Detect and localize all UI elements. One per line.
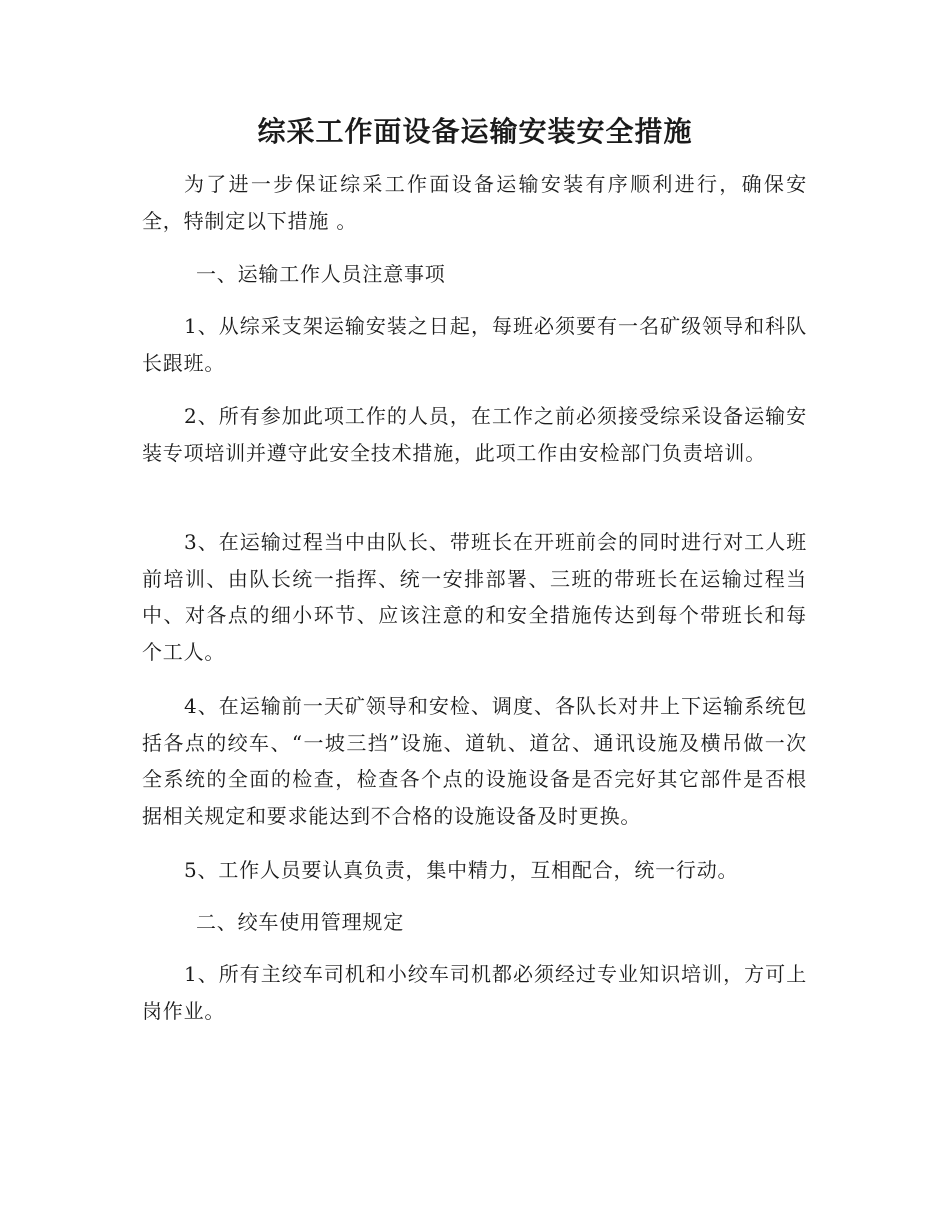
section2-item-1: 1、所有主绞车司机和小绞车司机都必须经过专业知识培训，方可上岗作业。 [142, 962, 807, 1023]
section-heading-2: 二、绞车使用管理规定 [196, 910, 404, 934]
section1-item-1: 1、从综采支架运输安装之日起，每班必须要有一名矿级领导和科队长跟班。 [142, 314, 807, 375]
section1-item-4: 4、在运输前一天矿领导和安检、调度、各队长对井上下运输系统包括各点的绞车、“一坡三挡”设施、道轨、道岔、通讯设施及横吊做一次全系统的全面的检查，检查各个点的设施设备是否完好其它部件是否根据相关规定和要求能达到不合格的设施设备及时更换。 [142, 694, 807, 828]
intro-paragraph: 为了进一步保证综采工作面设备运输安装有序顺利进行，确保安全，特制定以下措施 。 [142, 172, 807, 233]
section1-item-2: 2、所有参加此项工作的人员，在工作之前必须接受综采设备运输安装专项培训并遵守此安全技术措施，此项工作由安检部门负责培训。 [142, 404, 807, 465]
section-heading-1: 一、运输工作人员注意事项 [196, 262, 446, 286]
section1-item-3: 3、在运输过程当中由队长、带班长在开班前会的同时进行对工人班前培训、由队长统一指挥、统一安排部署、三班的带班长在运输过程当中、对各点的细小环节、应该注意的和安全措施传达到每个带班长和每个工人。 [142, 530, 807, 664]
section1-item-5: 5、工作人员要认真负责，集中精力，互相配合，统一行动。 [184, 858, 739, 882]
document-title: 综采工作面设备运输安装安全措施 [257, 115, 693, 148]
